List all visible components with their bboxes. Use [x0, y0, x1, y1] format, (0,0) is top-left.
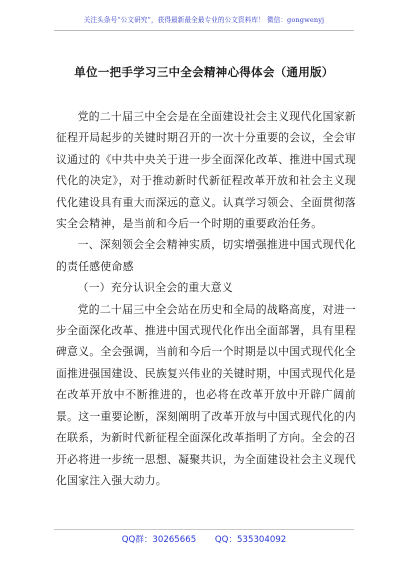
- intro-paragraph: 党的二十届三中全会是在全面建设社会主义现代化国家新征程开局起步的关键时期召开的一次十分重要的会议，全会审议通过的《中共中央关于进一步全面深化改革、推进中国式现代化的决定》，对于推动新时代新征程改革开放和社会主义现代化建设具有重大而深远的意义。认真学习领会、全面贯彻落实全会精神，是当前和今后一个时期的重要政治任务。: [56, 110, 356, 231]
- body-paragraph: 党的二十届三中全会站在历史和全局的战略高度，对进一步全面深化改革、推进中国式现代化作出全面部署，具有里程碑意义。全会强调，当前和今后一个时期是以中国式现代化全面推进强国建设、民族复兴伟业的关键时期，中国式现代化是在改革开放中不断推进的，也必将在改革开放中开辟广阔前景。这一重要论断，深刻阐明了改革开放与中国式现代化的内在联系，为新时代新征程全面深化改革指明了方向。全会的召开必将进一步统一思想、凝聚共识，为全面建设社会主义现代化国家注入强大动力。: [56, 302, 356, 487]
- section-heading-1: 一、深刻领会全会精神实质，切实增强推进中国式现代化的责任感使命感: [56, 238, 356, 273]
- footer-contact: [0, 533, 408, 545]
- footer-divider: [54, 529, 354, 530]
- subsection-heading-1: （一）充分认识全会的重大意义: [77, 281, 233, 295]
- header-promo-note: 关注头条号“公文研究”，获得最新最全最专业的公文资料库！ 微信：gongwenyj: [83, 16, 325, 24]
- footer-qq-group: QQ群：30265665: [121, 535, 197, 545]
- document-body: [56, 106, 356, 491]
- header-divider: [54, 30, 354, 31]
- document-title: 单位一把手学习三中全会精神心得体会（通用版）: [74, 65, 334, 79]
- footer-qq: QQ：535304092: [214, 535, 287, 545]
